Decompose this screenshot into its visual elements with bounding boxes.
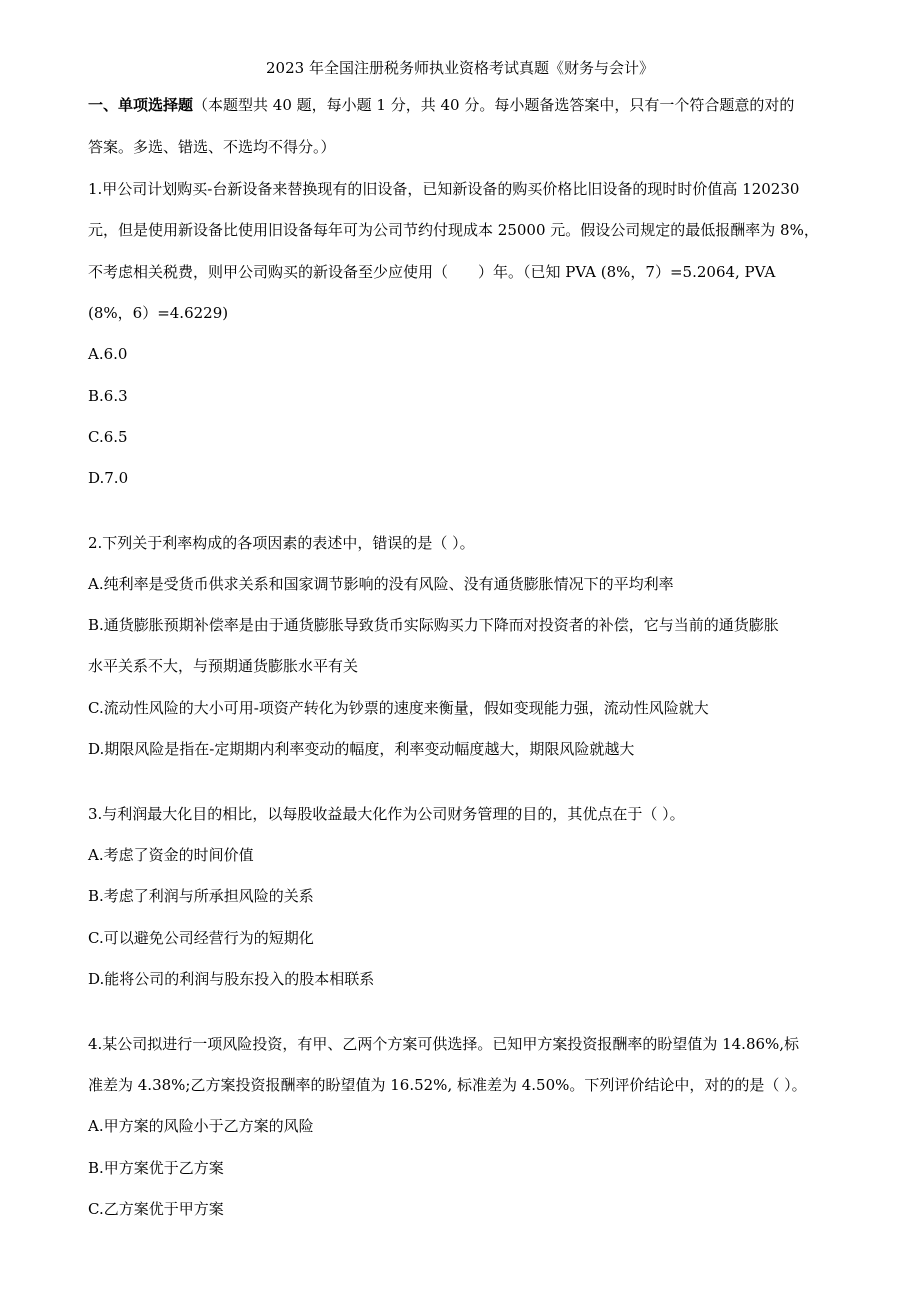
question-3-option-b: B.考虑了利润与所承担风险的关系 bbox=[88, 887, 314, 905]
question-4-stem-line: 4.某公司拟进行一项风险投资，有甲、乙两个方案可供选择。已知甲方案投资报酬率的盼望值为 14.86%,标 bbox=[88, 1035, 800, 1053]
question-1-stem-line: (8%，6）=4.6229) bbox=[88, 304, 229, 322]
question-2-option-a: A.纯利率是受货币供求关系和国家调节影响的没有风险、没有通货膨胀情况下的平均利率 bbox=[88, 575, 674, 593]
question-4-option-b: B.甲方案优于乙方案 bbox=[88, 1159, 224, 1177]
section-heading: 一、单项选择题 bbox=[88, 96, 194, 114]
question-2-option-c: C.流动性风险的大小可用-项资产转化为钞票的速度来衡量，假如变现能力强，流动性风险就大 bbox=[88, 699, 709, 717]
question-1-option-b: B.6.3 bbox=[88, 387, 128, 405]
question-3-option-a: A.考虑了资金的时间价值 bbox=[88, 846, 254, 864]
section-note: （本题型共 40 题，每小题 1 分，共 40 分。每小题备选答案中，只有一个符合题意的对的 bbox=[193, 96, 795, 114]
question-2-option-b: B.通货膨胀预期补偿率是由于通货膨胀导致货币实际购买力下降而对投资者的补偿，它与当前的通货膨胀 bbox=[88, 616, 779, 634]
question-3-option-c: C.可以避免公司经营行为的短期化 bbox=[88, 929, 314, 947]
question-2-option-b-continued: 水平关系不大，与预期通货膨胀水平有关 bbox=[88, 657, 359, 675]
question-2-option-d: D.期限风险是指在-定期期内利率变动的幅度，利率变动幅度越大，期限风险就越大 bbox=[88, 740, 635, 758]
question-3-stem: 3.与利润最大化目的相比，以每股收益最大化作为公司财务管理的目的，其优点在于（ ）。 bbox=[88, 805, 685, 823]
question-1-option-c: C.6.5 bbox=[88, 428, 128, 446]
question-1-option-d: D.7.0 bbox=[88, 469, 129, 487]
question-1-stem-line: 不考虑相关税费，则甲公司购买的新设备至少应使用（ ）年。（已知 PVA (8%，7）=5.2064, PVA bbox=[88, 263, 776, 281]
section-note-continued: 答案。多选、错选、不选均不得分。） bbox=[88, 138, 336, 156]
question-4-option-a: A.甲方案的风险小于乙方案的风险 bbox=[88, 1117, 314, 1135]
question-3-option-d: D.能将公司的利润与股东投入的股本相联系 bbox=[88, 970, 375, 988]
question-1-stem-line: 1.甲公司计划购买-台新设备来替换现有的旧设备，已知新设备的购买价格比旧设备的现时时价值高 120230 bbox=[88, 180, 800, 198]
section-header bbox=[88, 95, 794, 115]
question-4-stem-line: 准差为 4.38%;乙方案投资报酬率的盼望值为 16.52%, 标准差为 4.50%。下列评价结论中，对的的是（ ）。 bbox=[88, 1076, 807, 1094]
question-1-stem-line: 元，但是使用新设备比使用旧设备每年可为公司节约付现成本 25000 元。假设公司规定的最低报酬率为 8%， bbox=[88, 221, 819, 239]
document-title: 2023 年全国注册税务师执业资格考试真题《财务与会计》 bbox=[266, 59, 654, 77]
question-1-option-a: A.6.0 bbox=[88, 345, 128, 363]
question-2-stem: 2.下列关于利率构成的各项因素的表述中，错误的是（ ）。 bbox=[88, 534, 475, 552]
question-4-option-c: C.乙方案优于甲方案 bbox=[88, 1200, 224, 1218]
